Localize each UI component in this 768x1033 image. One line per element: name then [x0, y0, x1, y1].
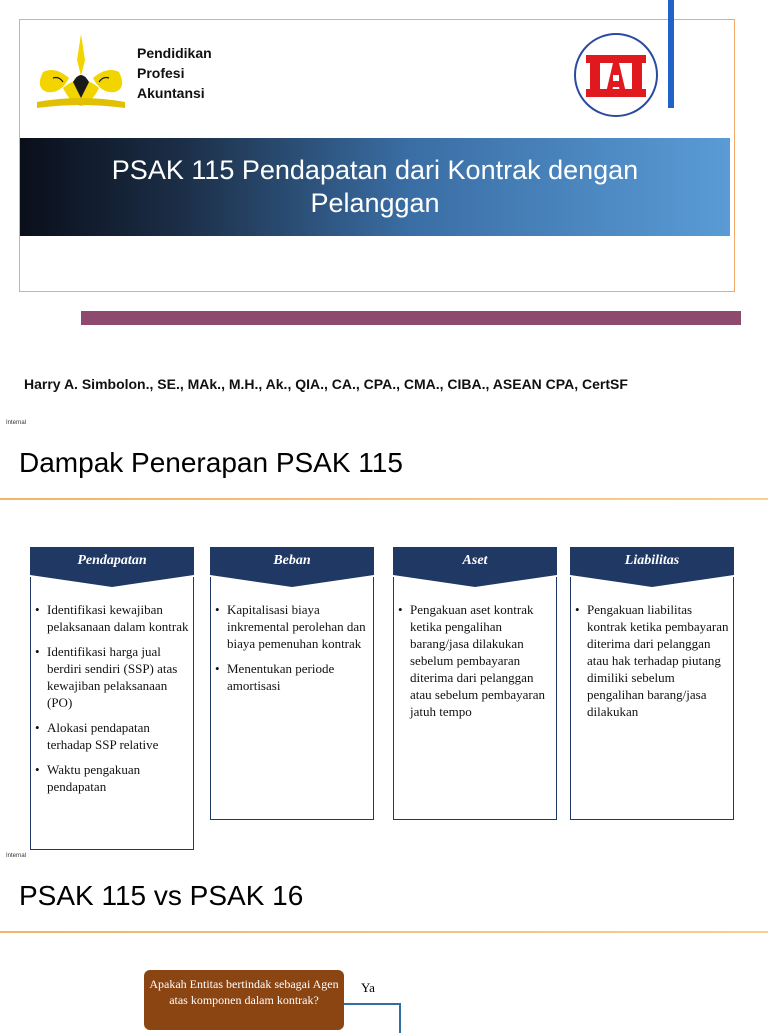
column-body	[570, 577, 734, 820]
presentation-title: PSAK 115 Pendapatan dari Kontrak dengan Pelanggan	[111, 155, 639, 218]
author-line: Harry A. Simbolon., SE., MAk., M.H., Ak., QIA., CA., CPA., CMA., CIBA., ASEAN CPA, CertSF	[24, 376, 628, 392]
column-header: Aset	[393, 547, 557, 575]
column-pendapatan	[30, 547, 194, 794]
column-aset	[393, 547, 557, 719]
blue-accent-bar	[668, 0, 674, 108]
list-item: • Pengakuan liabilitas kontrak ketika pembayaran diterima dari pelanggan atau hak terhadap piutang dimiliki sebelum pengalihan barang/jasa dilakukan	[587, 601, 729, 720]
title-underline	[0, 931, 768, 933]
internal-label: Internal	[6, 420, 27, 426]
flow-yes-label: Ya	[361, 980, 375, 995]
list-item: • Identifikasi kewajiban pelaksanaan dalam kontrak	[47, 601, 189, 635]
bullet-list	[31, 577, 193, 807]
bullet-list	[211, 577, 373, 706]
purple-divider-bar	[81, 311, 741, 325]
column-body	[210, 577, 374, 820]
title-band	[20, 138, 730, 236]
column-header: Liabilitas	[570, 547, 734, 575]
org-name-line: Akuntansi	[137, 85, 205, 101]
list-item: • Identifikasi harga jual berdiri sendiri (SSP) atas kewajiban pelaksanaan (PO)	[47, 643, 189, 711]
bullet-list	[394, 577, 556, 732]
flow-connector-horizontal	[344, 1003, 401, 1005]
column-header: Pendapatan	[30, 547, 194, 575]
bullet-list	[571, 577, 733, 732]
slide-title: PSAK 115 vs PSAK 16	[19, 880, 304, 911]
column-body	[393, 577, 557, 820]
list-item: • Alokasi pendapatan terhadap SSP relative	[47, 719, 189, 753]
column-body	[30, 577, 194, 850]
list-item: • Kapitalisasi biaya inkremental perolehan dan biaya pemenuhan kontrak	[227, 601, 369, 652]
flow-connector-vertical	[399, 1003, 401, 1033]
iai-logo-icon	[572, 31, 660, 119]
list-item: • Menentukan periode amortisasi	[227, 660, 369, 694]
flow-question-box: Apakah Entitas bertindak sebagai Agen atas komponen dalam kontrak?	[144, 970, 344, 1030]
list-item: • Waktu pengakuan pendapatan	[47, 761, 189, 795]
list-item: • Pengakuan aset kontrak ketika pengalihan barang/jasa dilakukan sebelum pembayaran diterima dari pelanggan atau sebelum pembayaran jatuh tempo	[410, 601, 552, 720]
column-liabilitas	[570, 547, 734, 719]
org-name-line: Pendidikan	[137, 45, 212, 61]
column-header: Beban	[210, 547, 374, 575]
org-name	[137, 43, 212, 103]
column-beban	[210, 547, 374, 693]
title-underline	[0, 498, 768, 500]
org-name-line: Profesi	[137, 65, 185, 81]
slide-title: Dampak Penerapan PSAK 115	[19, 447, 403, 478]
internal-label: Internal	[6, 853, 27, 859]
ppa-crown-logo-icon	[33, 32, 129, 112]
